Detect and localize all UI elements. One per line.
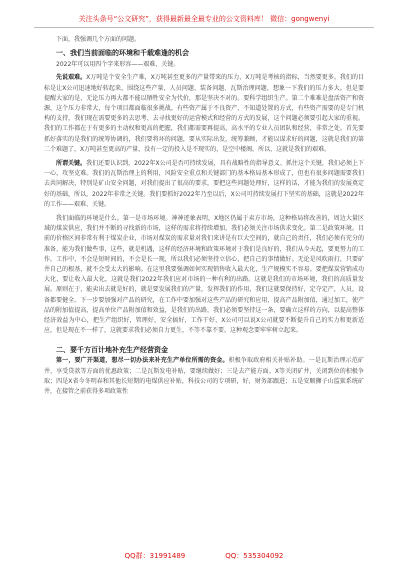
- paragraph-hardship: [44, 73, 364, 155]
- paragraph-text: 我们还要认识到，2022年X公司是否可持续发展，具有战略性的指导意义、抓住这个关键，我们必须上下一心，攻坚克难。我们的瓦斯治理上的利用，风险安全重点和关键部门的基本格局基本形成了，但也有很多问题需要我们去共同解决，特别是矿山安全问题，对我们提出了很高的要求，要把这些问题处理好，这样的话，才能为我们的发展奠定好的基础，所以，2022年非常之关键。我们要抓好2022年乃至以后，X公司可持续发展打下坚实的基础，这就是2022年的工作——艰难、关键。: [44, 160, 364, 208]
- paragraph-lead: 第一，要广开渠道，想尽一切办法来补充生产单位所需的资金。: [56, 357, 229, 365]
- header-divider: [34, 27, 374, 28]
- paragraph-lead: 所谓关键。: [56, 160, 87, 168]
- section-1-subtitle: 2022年可以用四个字来形容——艰难、关键。: [56, 61, 180, 69]
- paragraph-text: 积极争取政府相关补贴补助。一是瓦斯治理示范矿井，享受贷款等方面的优惠政策；二是瓦斯发电补贴，要继续做好；三是去产能方面。X等关闭矿井，关闭到位的积极争取；四是X省今冬明春和其他长短期的电煤供应补贴，科技公司的专项研，好，财务部跟进；五是安顺狮子山监狱系统矿井，在接管之前获得多项政策性: [44, 357, 364, 396]
- document-body: [44, 35, 364, 397]
- paragraph-key: [44, 159, 364, 210]
- paragraph-funding: [44, 356, 364, 397]
- intro-paragraph: 下面，我强调几个方面的问题。: [56, 36, 141, 43]
- header-banner: 关注头条号“公文研究”，获得最新最全最专业的公文资料库！ 微信：gongwenyi: [78, 15, 330, 23]
- footer-qq-number: QQ：535304092: [225, 552, 284, 560]
- footer-qq-group: QQ群：31991489: [124, 552, 186, 560]
- paragraph-lead: 先说艰难。: [56, 74, 87, 82]
- section-2-title: 二、要千方百计地补充生产经营资金: [56, 346, 168, 355]
- footer-contact: [40, 551, 368, 561]
- paragraph-environment: 我们面临的环境是什么。第一是市场环境。神神迹象表明，X地区仍属于卖方市场，这种格局将改善的，周边大量区域的煤炭供应，我们并不断的寻找新的市场，这样的需求将持续增加，我们必须关注市场供求变化。第二是政策环境。目前的价格区间非常有利于煤炭企业，市场对煤炭的需求量对我们来讲是有巨大空间的，就自己的责任，我们必须有充分的准备，能为我们做些事，这些，就是机遇，这样的经济环境和政策环境对于我们是良好的，我们从今天起，要更努力的工作，工作中，不会是短时间的，不会是长一现，所以我们必须坚持立信心，把自己的事情做好。无论是风吹雨打，只要矿井自己的根基，就不会受太大的影响。在这里我要强调如何实现销售收入最大化，生产规模实不容易。要把煤炭营销成功大化，要让收入最大化，这就是我们2022年我们应对市场的一种有利的出路。这就是我们的市场环境，我们的高质量发展。原则在于，能卖出去就是好的，就是要发展我们的产量，发挥我们的作用，我们这就要保持好，定夺定产，人员，设备都要健全。下一步要加强对产品的研究，在工作中要加强对这些产品的研究和应用，提高产品附加值，通过加工，使产品的附加值提高，提高单位产品附加值和效益，是我们的出路，我们必须要坚持这一条，要确立这样的方向，以提高整体经济效益为中心，把生产组织好，管理好，安全搞好，工作干好，X公司可以说X公司就要不断提升自己的实力和更新适应，但是现在不一样了，这就要求我们必须自力更生，不等不靠不要。这种观念要牢牢树立起来。: [44, 215, 364, 335]
- section-1-title: 一、我们当前面临的环境和千载难逢的机会: [56, 49, 189, 58]
- paragraph-text: X万吨是个安全生产难，X万吨甚至更多的产量带来的压力，X万吨是考核的指标，当然要更多。我们的目标是让X公司迅速地好转起来，围绕这些产量，人员问题、装备问题、瓦斯治理问题，想象一下我们的压力多大。但是要提醒大家的是，无论压力再大都不能以牺牲安全为代价，那是坚决不对的。要科学组织生产。第二个难难是盘活资产和资源，这个压力非常大，每个项目都面临很多挑战。有些资产属于不良资产，不知道处置的方式，有些资产需要的是专门机构的支持，我们现在需要更多的去思考、去寻找更好的运营模式和经营的方式的发展，这个问题必须要引起大家的重视。我们的工作都在于有更多的主动权和更高的把握，我们都需要再提高，高水平的专业人员团队和经营，非常之处。首先要抓好落实的是我们的统筹协调的，我们要将坏的问题，要从实际出发，统筹兼顾，才能以谋求好的问题，这就是我们的第二个难题了，X万吨甚至更高的产量，没有一定的投入是不现实的，是空中楼阁。所以，这就是我们的艰难。: [44, 74, 364, 153]
